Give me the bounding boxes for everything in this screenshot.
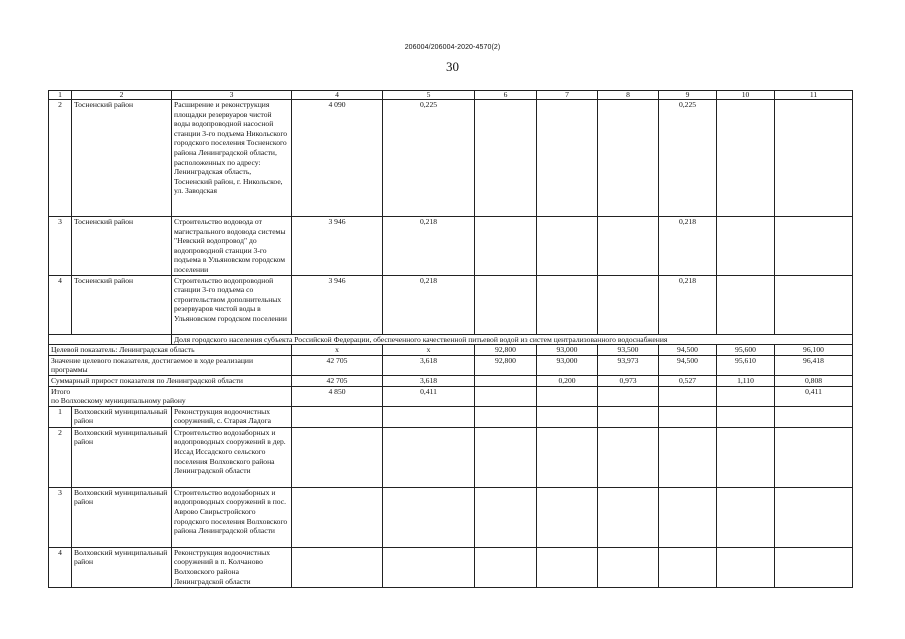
col-number: 11 [775,91,853,100]
table-row [49,100,853,217]
cell-col5: 0,218 [383,217,475,276]
summary-value: 0,200 [537,375,598,386]
cell-col6 [475,217,537,276]
target-value: х [292,345,383,356]
cell-col7 [537,275,598,334]
row-number: 3 [49,217,72,276]
row-number: 4 [49,275,72,334]
project-description: Строительство водопроводной станции 3-го подъема со строительством дополнительных резервуаров чистой воды в Ульяновском городском поселении [172,275,292,334]
achieved-label: Значение целевого показателя, достигаемое в ходе реализации программы [49,355,292,375]
target-value: 96,100 [775,345,853,356]
summary-value: 0,973 [598,375,659,386]
empty-cell [49,334,172,345]
cell-col6 [475,275,537,334]
total-label-line1: Итого [51,386,71,396]
total-label-line2: по Волховскому муниципальному району [51,396,186,406]
total-value: 0,411 [775,386,853,406]
project-description: Строительство водовода от магистрального водовода системы "Невский водопровод" до водопроводной станции 3-го подъема в Ульяновском городском поселении [172,217,292,276]
target-value: 93,000 [537,345,598,356]
target-value: 93,500 [598,345,659,356]
total-value: 4 850 [292,386,383,406]
cell-col9: 0,218 [659,217,717,276]
summary-value: 3,618 [383,375,475,386]
summary-row [49,375,853,386]
col-number: 8 [598,91,659,100]
cell-col10 [717,217,775,276]
achieved-row [49,355,853,375]
summary-value [475,375,537,386]
achieved-value: 96,418 [775,355,853,375]
achieved-value: 42 705 [292,355,383,375]
col-number: 5 [383,91,475,100]
target-value: 92,800 [475,345,537,356]
page-number: 30 [446,59,459,74]
col-number: 10 [717,91,775,100]
cell-col8 [598,217,659,276]
cell-col11 [775,217,853,276]
table-row [49,487,853,547]
summary-value: 0,808 [775,375,853,386]
summary-label: Суммарный прирост показателя по Ленинградской области [49,375,292,386]
achieved-value: 3,618 [383,355,475,375]
col-number: 4 [292,91,383,100]
col-number: 7 [537,91,598,100]
target-value: 95,600 [717,345,775,356]
cell-col9: 0,218 [659,275,717,334]
total-label [49,386,292,406]
cell-col5: 0,225 [383,100,475,217]
target-value: х [383,345,475,356]
district-cell: Волховский муниципальный район [72,406,172,427]
table-row [49,275,853,334]
total-value: 0,411 [383,386,475,406]
district-cell: Волховский муниципальный район [72,487,172,547]
table-row [49,547,853,587]
table-row [49,427,853,487]
district-cell: Тосненский район [72,275,172,334]
target-label: Целевой показатель: Ленинградская область [49,345,292,356]
row-number: 1 [49,406,72,427]
summary-value: 42 705 [292,375,383,386]
total-value [659,386,717,406]
cell-col8 [598,100,659,217]
table-row [49,217,853,276]
cell-col4: 3 946 [292,217,383,276]
col-number: 2 [72,91,172,100]
column-number-row [49,91,853,100]
col-number: 9 [659,91,717,100]
section-subtitle-row [49,334,853,345]
achieved-value: 95,610 [717,355,775,375]
row-number: 3 [49,487,72,547]
cell-col6 [475,100,537,217]
cell-col9: 0,225 [659,100,717,217]
district-cell: Тосненский район [72,217,172,276]
cell-col4: 3 946 [292,275,383,334]
col-number: 1 [49,91,72,100]
project-description: Строительство водозаборных и водопроводных сооружений в пос. Аврово Свирьстройского городского поселения Волховского района Ленинградской области [172,487,292,547]
district-cell: Волховский муниципальный район [72,547,172,587]
achieved-value: 94,500 [659,355,717,375]
cell-col10 [717,100,775,217]
total-value [537,386,598,406]
achieved-value: 93,000 [537,355,598,375]
project-description: Строительство водозаборных и водопроводных сооружений в дер. Иссад Иссадского сельского поселения Волховского района Ленинградской области [172,427,292,487]
col-number: 6 [475,91,537,100]
summary-value: 1,110 [717,375,775,386]
target-row [49,345,853,356]
cell-col11 [775,100,853,217]
row-number: 4 [49,547,72,587]
project-description: Реконструкция водоочистных сооружений в п. Колчаново Волховского района Ленинградской области [172,547,292,587]
total-value [598,386,659,406]
project-description: Реконструкция водоочистных сооружений, с. Старая Ладога [172,406,292,427]
cell-col10 [717,275,775,334]
district-cell: Тосненский район [72,100,172,217]
project-description: Расширение и реконструкция площадки резервуаров чистой воды водопроводной насосной станции 3-го подъема Никольского городского поселения Тосненского района Ленинградской области, расположенных по адресу: Ленинградская область, Тосненский район, г. Никольское, ул. Заводская [172,100,292,217]
cell-col5: 0,218 [383,275,475,334]
cell-col8 [598,275,659,334]
section-subtitle: Доля городского населения субъекта Российской Федерации, обеспеченного качественной питьевой водой из систем централизованного водоснабжения [172,334,853,345]
summary-value: 0,527 [659,375,717,386]
district-cell: Волховский муниципальный район [72,427,172,487]
total-value [475,386,537,406]
achieved-value: 93,973 [598,355,659,375]
row-number: 2 [49,427,72,487]
target-value: 94,500 [659,345,717,356]
cell-col4: 4 090 [292,100,383,217]
cell-col7 [537,217,598,276]
achieved-value: 92,800 [475,355,537,375]
document-id: 206004/206004-2020-4570(2) [404,44,501,51]
table-row [49,406,853,427]
investment-table [48,90,853,588]
total-value [717,386,775,406]
col-number: 3 [172,91,292,100]
cell-col7 [537,100,598,217]
cell-col11 [775,275,853,334]
row-number: 2 [49,100,72,217]
total-row [49,386,853,406]
